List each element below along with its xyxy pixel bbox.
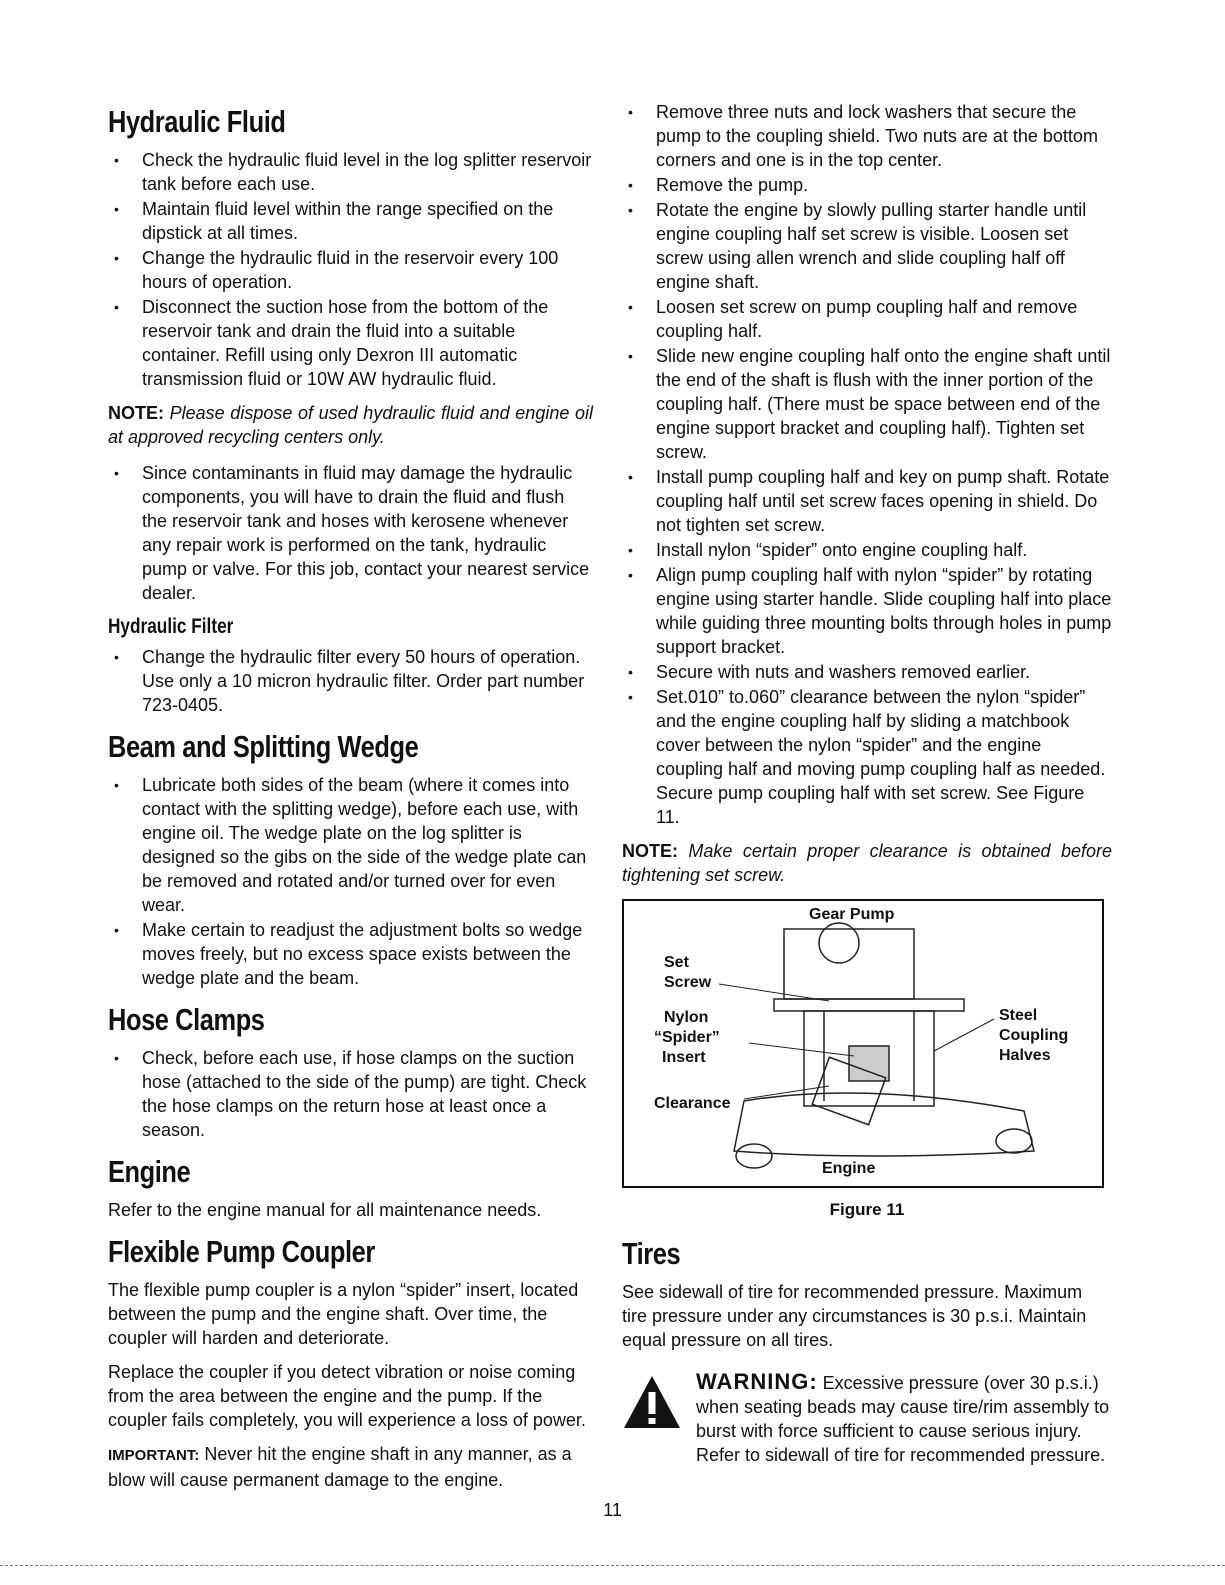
label-clearance: Clearance [654, 1095, 731, 1112]
engine-text: Refer to the engine manual for all maintenance needs. [108, 1200, 542, 1220]
label-coupling: Coupling [999, 1027, 1069, 1044]
coupler-steps-list [622, 100, 1112, 829]
right-column [622, 100, 1112, 1477]
page-number: 11 [603, 1500, 622, 1520]
important-note: IMPORTANT: Never hit the engine shaft in any manner, as a blow will cause permanent damage to the engine. [108, 1444, 572, 1490]
heading-hydraulic-filter: Hydraulic Filter [108, 615, 234, 638]
note-dispose: NOTE: Please dispose of used hydraulic fluid and engine oil at approved recycling centers only. [108, 403, 593, 447]
figure-caption: Figure 11 [829, 1200, 905, 1219]
figure-11 [622, 899, 1104, 1188]
label-gear-pump: Gear Pump [809, 906, 895, 923]
heading-coupler: Flexible Pump Coupler [108, 1234, 375, 1269]
note-clearance: NOTE: Make certain proper clearance is obtained before tightening set screw. [622, 841, 1112, 885]
list-item: • Install pump coupling half and key on pump shaft. Rotate coupling half until set screw faces opening in shield. Do not tighten set screw. [622, 465, 1112, 537]
list-item: • Rotate the engine by slowly pulling starter handle until engine coupling half set screw is visible. Loosen set screw using allen wrench and slide coupling half off engine shaft. [622, 198, 1112, 294]
list-item: • Lubricate both sides of the beam (where it comes into contact with the splitting wedge), before each use, with engine oil. The wedge plate on the log splitter is designed so the gibs on the side of the wedge plate can be removed and rotated and/or turned over for even wear. [108, 773, 593, 917]
list-item: • Install nylon “spider” onto engine coupling half. [622, 538, 1112, 562]
list-item: • Check, before each use, if hose clamps on the suction hose (attached to the side of the pump) are tight. Check the hose clamps on the return hose at least once a season. [108, 1046, 593, 1142]
warning-text: WARNING: Excessive pressure (over 30 p.s.i.) when seating beads may cause tire/rim assembly to burst with force sufficient to cause serious injury. Refer to sidewall of tire for recommended pressure. [696, 1369, 1110, 1465]
list-item: • Secure with nuts and washers removed earlier. [622, 660, 1112, 684]
list-item: • Disconnect the suction hose from the bottom of the reservoir tank and drain the fluid into a suitable container. Refill using only Dexron III automatic transmission fluid or 10W AW hydraulic fluid. [108, 295, 593, 391]
list-item: • Remove the pump. [622, 173, 1112, 197]
label-steel: Steel [999, 1007, 1038, 1024]
list-item: • Change the hydraulic filter every 50 hours of operation. Use only a 10 micron hydraulic filter. Order part number 723-0405. [108, 645, 593, 717]
label-insert: Insert [662, 1049, 706, 1066]
heading-tires: Tires [622, 1236, 681, 1271]
label-nylon: Nylon [664, 1009, 709, 1026]
hydraulic-fluid-list-2 [108, 461, 593, 605]
warning-box [622, 1370, 1112, 1467]
list-item: • Maintain fluid level within the range specified on the dipstick at all times. [108, 197, 593, 245]
list-item: • Loosen set screw on pump coupling half and remove coupling half. [622, 295, 1112, 343]
coupler-p2: Replace the coupler if you detect vibration or noise coming from the area between the engine and the pump. If the coupler fails completely, you will experience a loss of power. [108, 1362, 586, 1430]
footer-divider [0, 1565, 1225, 1566]
hydraulic-filter-list [108, 645, 593, 717]
list-item: • Since contaminants in fluid may damage the hydraulic components, you will have to drain the fluid and flush the reservoir tank and hoses with kerosene whenever any repair work is performed on the tank, hydraulic pump or valve. For this job, contact your nearest service dealer. [108, 461, 593, 605]
heading-beam: Beam and Splitting Wedge [108, 729, 419, 764]
heading-engine: Engine [108, 1154, 191, 1189]
list-item: • Remove three nuts and lock washers that secure the pump to the coupling shield. Two nuts are at the bottom corners and one is in the top center. [622, 100, 1112, 172]
beam-list [108, 773, 593, 990]
left-column [108, 92, 593, 1502]
coupler-p1: The flexible pump coupler is a nylon “spider” insert, located between the pump and the engine shaft. Over time, the coupler will harden and deteriorate. [108, 1280, 579, 1348]
label-halves: Halves [999, 1047, 1051, 1064]
label-screw: Screw [664, 974, 712, 991]
hose-clamps-list [108, 1046, 593, 1142]
warning-icon [622, 1374, 682, 1430]
list-item: • Align pump coupling half with nylon “spider” by rotating engine using starter handle. Slide coupling half into place while guiding three mounting bolts through holes in pump support bracket. [622, 563, 1112, 659]
list-item: • Change the hydraulic fluid in the reservoir every 100 hours of operation. [108, 246, 593, 294]
label-set: Set [664, 954, 689, 971]
tires-text: See sidewall of tire for recommended pressure. Maximum tire pressure under any circumstances is 30 p.s.i. Maintain equal pressure on all tires. [622, 1282, 1087, 1350]
list-item: • Check the hydraulic fluid level in the log splitter reservoir tank before each use. [108, 148, 593, 196]
heading-hydraulic-fluid: Hydraulic Fluid [108, 104, 286, 139]
heading-hose-clamps: Hose Clamps [108, 1002, 265, 1037]
list-item: • Slide new engine coupling half onto the engine shaft until the end of the shaft is flush with the inner portion of the coupling half. (There must be space between end of the engine support bracket and coupling half). Tighten set screw. [622, 344, 1112, 464]
hydraulic-fluid-list [108, 148, 593, 391]
label-spider: “Spider” [654, 1029, 720, 1046]
label-engine: Engine [822, 1160, 876, 1177]
list-item: • Set.010” to.060” clearance between the nylon “spider” and the engine coupling half by sliding a matchbook cover between the nylon “spider” and the engine coupling half and moving pump coupling half as needed. Secure pump coupling half with set screw. See Figure 11. [622, 685, 1112, 829]
list-item: • Make certain to readjust the adjustment bolts so wedge moves freely, but no excess space exists between the wedge plate and the beam. [108, 918, 593, 990]
